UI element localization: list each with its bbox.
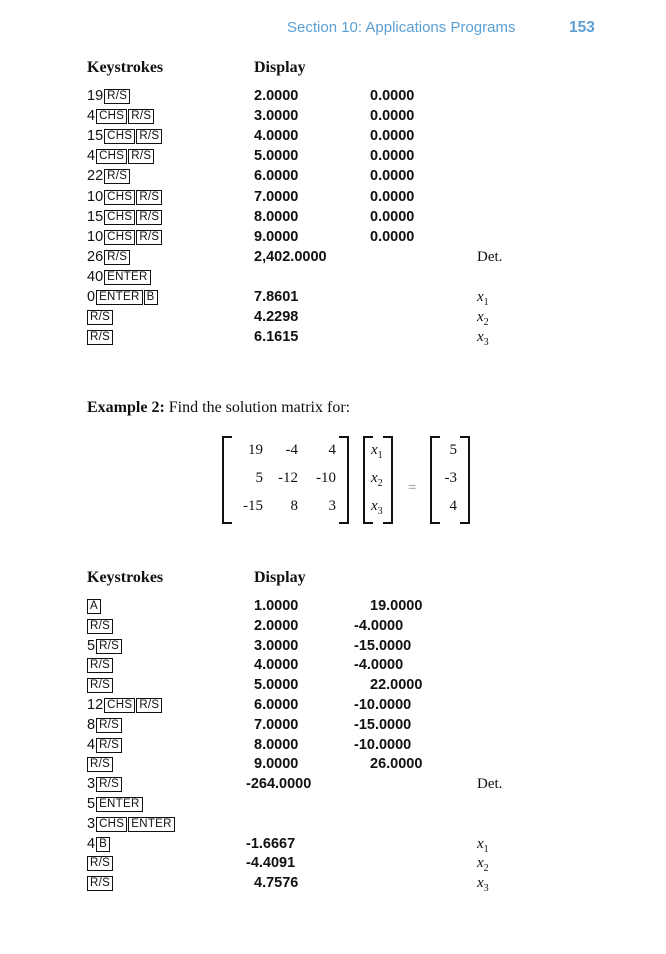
calculator-key: R/S	[96, 639, 122, 654]
matrix-cell: -4	[285, 442, 298, 458]
keystroke-row	[87, 616, 547, 636]
keystroke-row	[87, 655, 547, 675]
keystroke-row	[87, 227, 547, 247]
calculator-key: ENTER	[128, 817, 174, 832]
calculator-key: R/S	[128, 149, 154, 164]
subscript: 2	[377, 478, 383, 489]
keystroke-row	[87, 327, 547, 347]
keystrokes-heading: Keystrokes	[87, 59, 164, 76]
keystroke-number: 0	[87, 289, 96, 305]
keystroke-row	[87, 675, 547, 695]
solution-variable: $x_1$	[477, 835, 489, 855]
keystroke-row	[87, 636, 547, 656]
display-value: -264.0000	[246, 776, 312, 793]
section-title: Section 10: Applications Programs	[287, 19, 516, 36]
subscript: 3	[483, 883, 489, 895]
subscript: 1	[483, 843, 489, 855]
keystroke-row	[87, 873, 547, 893]
calculator-key: R/S	[136, 230, 162, 245]
keystroke-sequence	[87, 166, 131, 186]
display-value-y: 0.0000	[370, 128, 415, 145]
keystroke-sequence	[87, 715, 123, 735]
display-value: -4.4091	[246, 855, 296, 872]
display-value-y: 0.0000	[370, 228, 415, 245]
vector-x-cell: $x_1$	[371, 442, 383, 461]
matrix-cell: 3	[328, 498, 336, 514]
keystroke-row	[87, 814, 547, 834]
display-value-y: -10.0000	[354, 697, 412, 713]
matrix-cell: 19	[248, 442, 263, 458]
display-value: 3.0000	[254, 637, 299, 654]
calculator-key: R/S	[87, 310, 113, 325]
display-value: -1.6667	[246, 835, 296, 852]
keystroke-sequence	[87, 873, 114, 893]
calculator-key: R/S	[136, 190, 162, 205]
matrix-cell: -10	[316, 470, 336, 486]
keystroke-row	[87, 774, 547, 794]
display-value: 7.0000	[254, 188, 299, 205]
calculator-key: ENTER	[96, 797, 142, 812]
calculator-key: R/S	[104, 89, 130, 104]
display-value: 5.0000	[254, 148, 299, 165]
display-value-y: 0.0000	[370, 88, 415, 104]
display-value-y: -4.0000	[354, 657, 404, 674]
keystroke-sequence	[87, 636, 123, 656]
calculator-key: R/S	[87, 856, 113, 871]
keystroke-sequence	[87, 814, 176, 834]
display-heading: Display	[254, 59, 306, 76]
display-value: 6.0000	[254, 168, 299, 185]
keystroke-row	[87, 146, 547, 166]
calculator-key: R/S	[87, 330, 113, 345]
subscript: 2	[483, 317, 489, 329]
display-value: 4.2298	[254, 309, 299, 326]
keystroke-number: 12	[87, 697, 104, 713]
calculator-key: B	[96, 837, 110, 852]
keystroke-number: 10	[87, 188, 104, 205]
calculator-key: R/S	[136, 210, 162, 225]
display-value-y: 19.0000	[370, 598, 423, 614]
keystroke-row	[87, 735, 547, 755]
display-value: 9.0000	[254, 228, 299, 245]
calculator-key: R/S	[136, 129, 162, 144]
vector-b-cell: -3	[444, 470, 457, 486]
keystroke-sequence	[87, 596, 102, 616]
display-value: 8.0000	[254, 208, 299, 225]
keystroke-row	[87, 247, 547, 267]
calculator-key: ENTER	[104, 270, 150, 285]
keystroke-row	[87, 834, 547, 854]
matrix-cell: -15	[243, 498, 263, 514]
vector-b-cell: 4	[449, 498, 457, 514]
keystroke-number: 15	[87, 128, 104, 145]
keystroke-number: 5	[87, 796, 96, 812]
calculator-key: R/S	[87, 619, 113, 634]
matrix-cell: 8	[290, 498, 298, 514]
display-value: 4.7576	[254, 875, 299, 892]
calculator-key: B	[144, 290, 158, 305]
keystroke-row	[87, 695, 547, 715]
keystroke-row	[87, 126, 547, 146]
keystroke-number: 3	[87, 776, 96, 793]
keystroke-sequence	[87, 754, 114, 774]
keystroke-sequence	[87, 794, 144, 814]
keystroke-sequence	[87, 774, 123, 794]
keystroke-number: 4	[87, 835, 96, 852]
keystroke-number: 19	[87, 88, 104, 104]
calculator-key: CHS	[104, 129, 135, 144]
keystroke-sequence	[87, 287, 159, 307]
display-value-y: 26.0000	[370, 756, 423, 773]
keystroke-row	[87, 267, 547, 287]
display-value: 2.0000	[254, 617, 299, 634]
keystroke-row	[87, 794, 547, 814]
determinant-note: Det.	[477, 776, 503, 793]
calculator-key: R/S	[136, 698, 162, 713]
vector-x-right-bracket	[383, 436, 393, 524]
display-value-y: 0.0000	[370, 188, 415, 205]
calculator-key: CHS	[96, 109, 127, 124]
keystroke-sequence	[87, 106, 155, 126]
calculator-key: R/S	[96, 718, 122, 733]
display-value-y: 0.0000	[370, 168, 415, 185]
subscript: 1	[483, 297, 489, 308]
display-value-y: 0.0000	[370, 148, 415, 165]
display-value-y: 0.0000	[370, 108, 415, 125]
keystroke-sequence	[87, 187, 163, 207]
calculator-key: R/S	[87, 876, 113, 891]
display-value-y: 22.0000	[370, 677, 423, 694]
calculator-key: CHS	[96, 817, 127, 832]
solution-variable: $x_3$	[477, 875, 489, 895]
keystroke-number: 4	[87, 108, 96, 125]
calculator-key: R/S	[104, 169, 130, 184]
vector-x-cell: $x_3$	[371, 498, 383, 517]
keystroke-sequence	[87, 227, 163, 247]
calculator-key: A	[87, 599, 101, 614]
keystroke-sequence	[87, 146, 155, 166]
display-value: 7.0000	[254, 716, 299, 733]
solution-variable: $x_2$	[477, 855, 489, 875]
solution-variable: $x_3$	[477, 329, 489, 349]
display-value: 7.8601	[254, 289, 299, 305]
display-value: 8.0000	[254, 736, 299, 753]
calculator-key: ENTER	[96, 290, 142, 305]
vector-x-cell: $x_2$	[371, 470, 383, 489]
keystroke-sequence	[87, 675, 114, 695]
display-value-y: -10.0000	[354, 736, 412, 753]
display-value-y: -4.0000	[354, 617, 404, 634]
calculator-key: R/S	[128, 109, 154, 124]
display-value: 6.0000	[254, 697, 299, 713]
display-value: 1.0000	[254, 598, 299, 614]
display-heading-2: Display	[254, 569, 306, 586]
keystroke-row	[87, 307, 547, 327]
example-2-label: Example 2:	[87, 399, 165, 416]
keystroke-sequence	[87, 655, 114, 675]
calculator-key: CHS	[104, 698, 135, 713]
display-value: 4.0000	[254, 657, 299, 674]
display-value-y: -15.0000	[354, 716, 412, 733]
example-2-text: Find the solution matrix for:	[168, 399, 351, 416]
matrix-cell: 4	[328, 442, 336, 458]
matrix-a-right-bracket	[339, 436, 349, 524]
display-value-y: -15.0000	[354, 637, 412, 654]
subscript: 3	[377, 506, 383, 517]
keystrokes-heading-2: Keystrokes	[87, 569, 164, 586]
subscript: 3	[483, 337, 489, 349]
keystroke-sequence	[87, 207, 163, 227]
display-value: 3.0000	[254, 108, 299, 125]
display-value: 9.0000	[254, 756, 299, 773]
keystroke-sequence	[87, 695, 163, 715]
calculator-key: R/S	[104, 250, 130, 265]
keystroke-number: 4	[87, 736, 96, 753]
calculator-key: R/S	[87, 658, 113, 673]
keystroke-number: 4	[87, 148, 96, 165]
keystroke-sequence	[87, 616, 114, 636]
vector-b-cell: 5	[449, 442, 457, 458]
subscript: 1	[377, 450, 383, 461]
calculator-key: R/S	[96, 738, 122, 753]
calculator-key: CHS	[104, 210, 135, 225]
solution-variable: $x_2$	[477, 309, 489, 329]
keystroke-sequence	[87, 834, 111, 854]
display-value-y: 0.0000	[370, 208, 415, 225]
calculator-key: CHS	[104, 190, 135, 205]
vector-b-right-bracket	[460, 436, 470, 524]
keystroke-number: 15	[87, 208, 104, 225]
display-value: 4.0000	[254, 128, 299, 145]
keystroke-row	[87, 207, 547, 227]
display-value: 6.1615	[254, 329, 299, 346]
keystroke-number: 3	[87, 815, 96, 832]
keystroke-sequence	[87, 86, 131, 106]
keystroke-sequence	[87, 267, 152, 287]
calculator-key: R/S	[96, 777, 122, 792]
keystroke-sequence	[87, 126, 163, 146]
page-number: 153	[569, 19, 595, 36]
keystroke-number: 8	[87, 716, 96, 733]
calculator-key: R/S	[87, 678, 113, 693]
calculator-key: CHS	[96, 149, 127, 164]
keystroke-row	[87, 596, 547, 616]
keystroke-row	[87, 86, 547, 106]
keystroke-sequence	[87, 307, 114, 327]
keystroke-row	[87, 106, 547, 126]
solution-variable: $x_1$	[477, 289, 489, 308]
keystroke-number: 22	[87, 168, 104, 185]
keystroke-number: 40	[87, 268, 104, 285]
keystroke-row	[87, 715, 547, 735]
determinant-note: Det.	[477, 248, 503, 265]
calculator-key: CHS	[104, 230, 135, 245]
keystroke-row	[87, 166, 547, 186]
example-2-heading	[87, 399, 350, 417]
matrix-cell: -12	[278, 470, 298, 486]
keystroke-number: 5	[87, 637, 96, 654]
keystroke-row	[87, 853, 547, 873]
calculator-key: R/S	[87, 757, 113, 772]
display-value: 2.0000	[254, 88, 299, 104]
keystroke-number: 26	[87, 248, 104, 265]
keystroke-row	[87, 754, 547, 774]
keystroke-row	[87, 287, 547, 307]
subscript: 2	[483, 863, 489, 875]
keystroke-sequence	[87, 327, 114, 347]
keystroke-sequence	[87, 853, 114, 873]
equals-sign: =	[408, 480, 417, 496]
keystroke-sequence	[87, 247, 131, 267]
display-value: 5.0000	[254, 677, 299, 694]
matrix-cell: 5	[255, 470, 263, 486]
display-value: 2,402.0000	[254, 248, 327, 265]
keystroke-number: 10	[87, 228, 104, 245]
keystroke-sequence	[87, 735, 123, 755]
keystroke-row	[87, 187, 547, 207]
